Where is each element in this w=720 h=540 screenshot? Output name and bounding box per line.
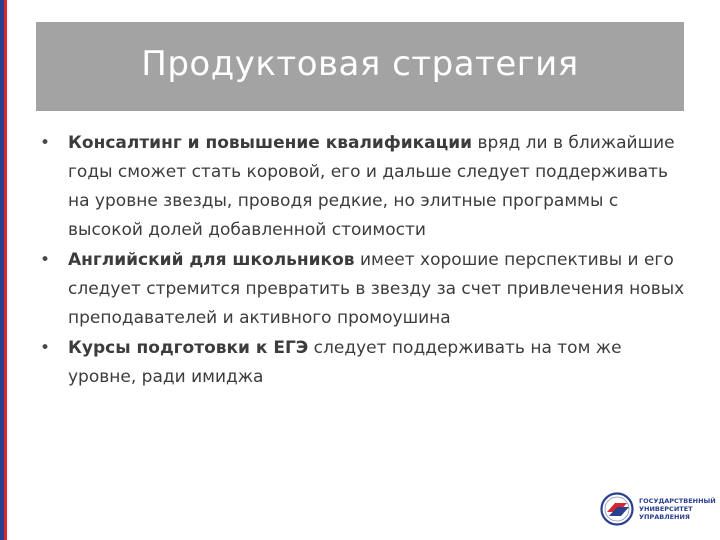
bullet-icon: • [40,133,51,153]
bullet-item [36,129,688,245]
university-logo [600,492,716,526]
title-band [36,22,684,111]
bullet-icon: • [40,250,51,270]
logo-line: УПРАВЛЕНИЯ [639,513,690,521]
bullet-item [36,334,688,392]
left-stripe-red [4,0,7,540]
logo-text [639,497,716,521]
bullet-text: вряд ли в ближайшие годы сможет стать коровой, его и дальше следует поддерживать на уровне звезды, проводя редкие, но элитные программы с высокой долей добавленной стоимости [68,133,675,240]
bullet-emphasis: Английский для школьников [68,250,355,270]
logo-line: УНИВЕРСИТЕТ [639,505,693,513]
bullet-emphasis: Курсы подготовки к ЕГЭ [68,338,309,358]
bullet-icon: • [40,338,51,358]
slide-title: Продуктовая стратегия [141,43,579,84]
bullet-text: имеет хорошие перспективы и его следует стремится превратить в звезду за счет привлечения новых преподавателей и активного промоушина [68,250,685,328]
gu-emblem-icon [600,492,634,526]
bullet-emphasis: Консалтинг и повышение квалификации [68,133,473,153]
bullet-list [36,129,688,393]
bullet-text: следует поддерживать на том же уровне, ради имиджа [68,338,622,387]
bullet-item [36,246,688,333]
logo-line: ГОСУДАРСТВЕННЫЙ [639,497,716,505]
